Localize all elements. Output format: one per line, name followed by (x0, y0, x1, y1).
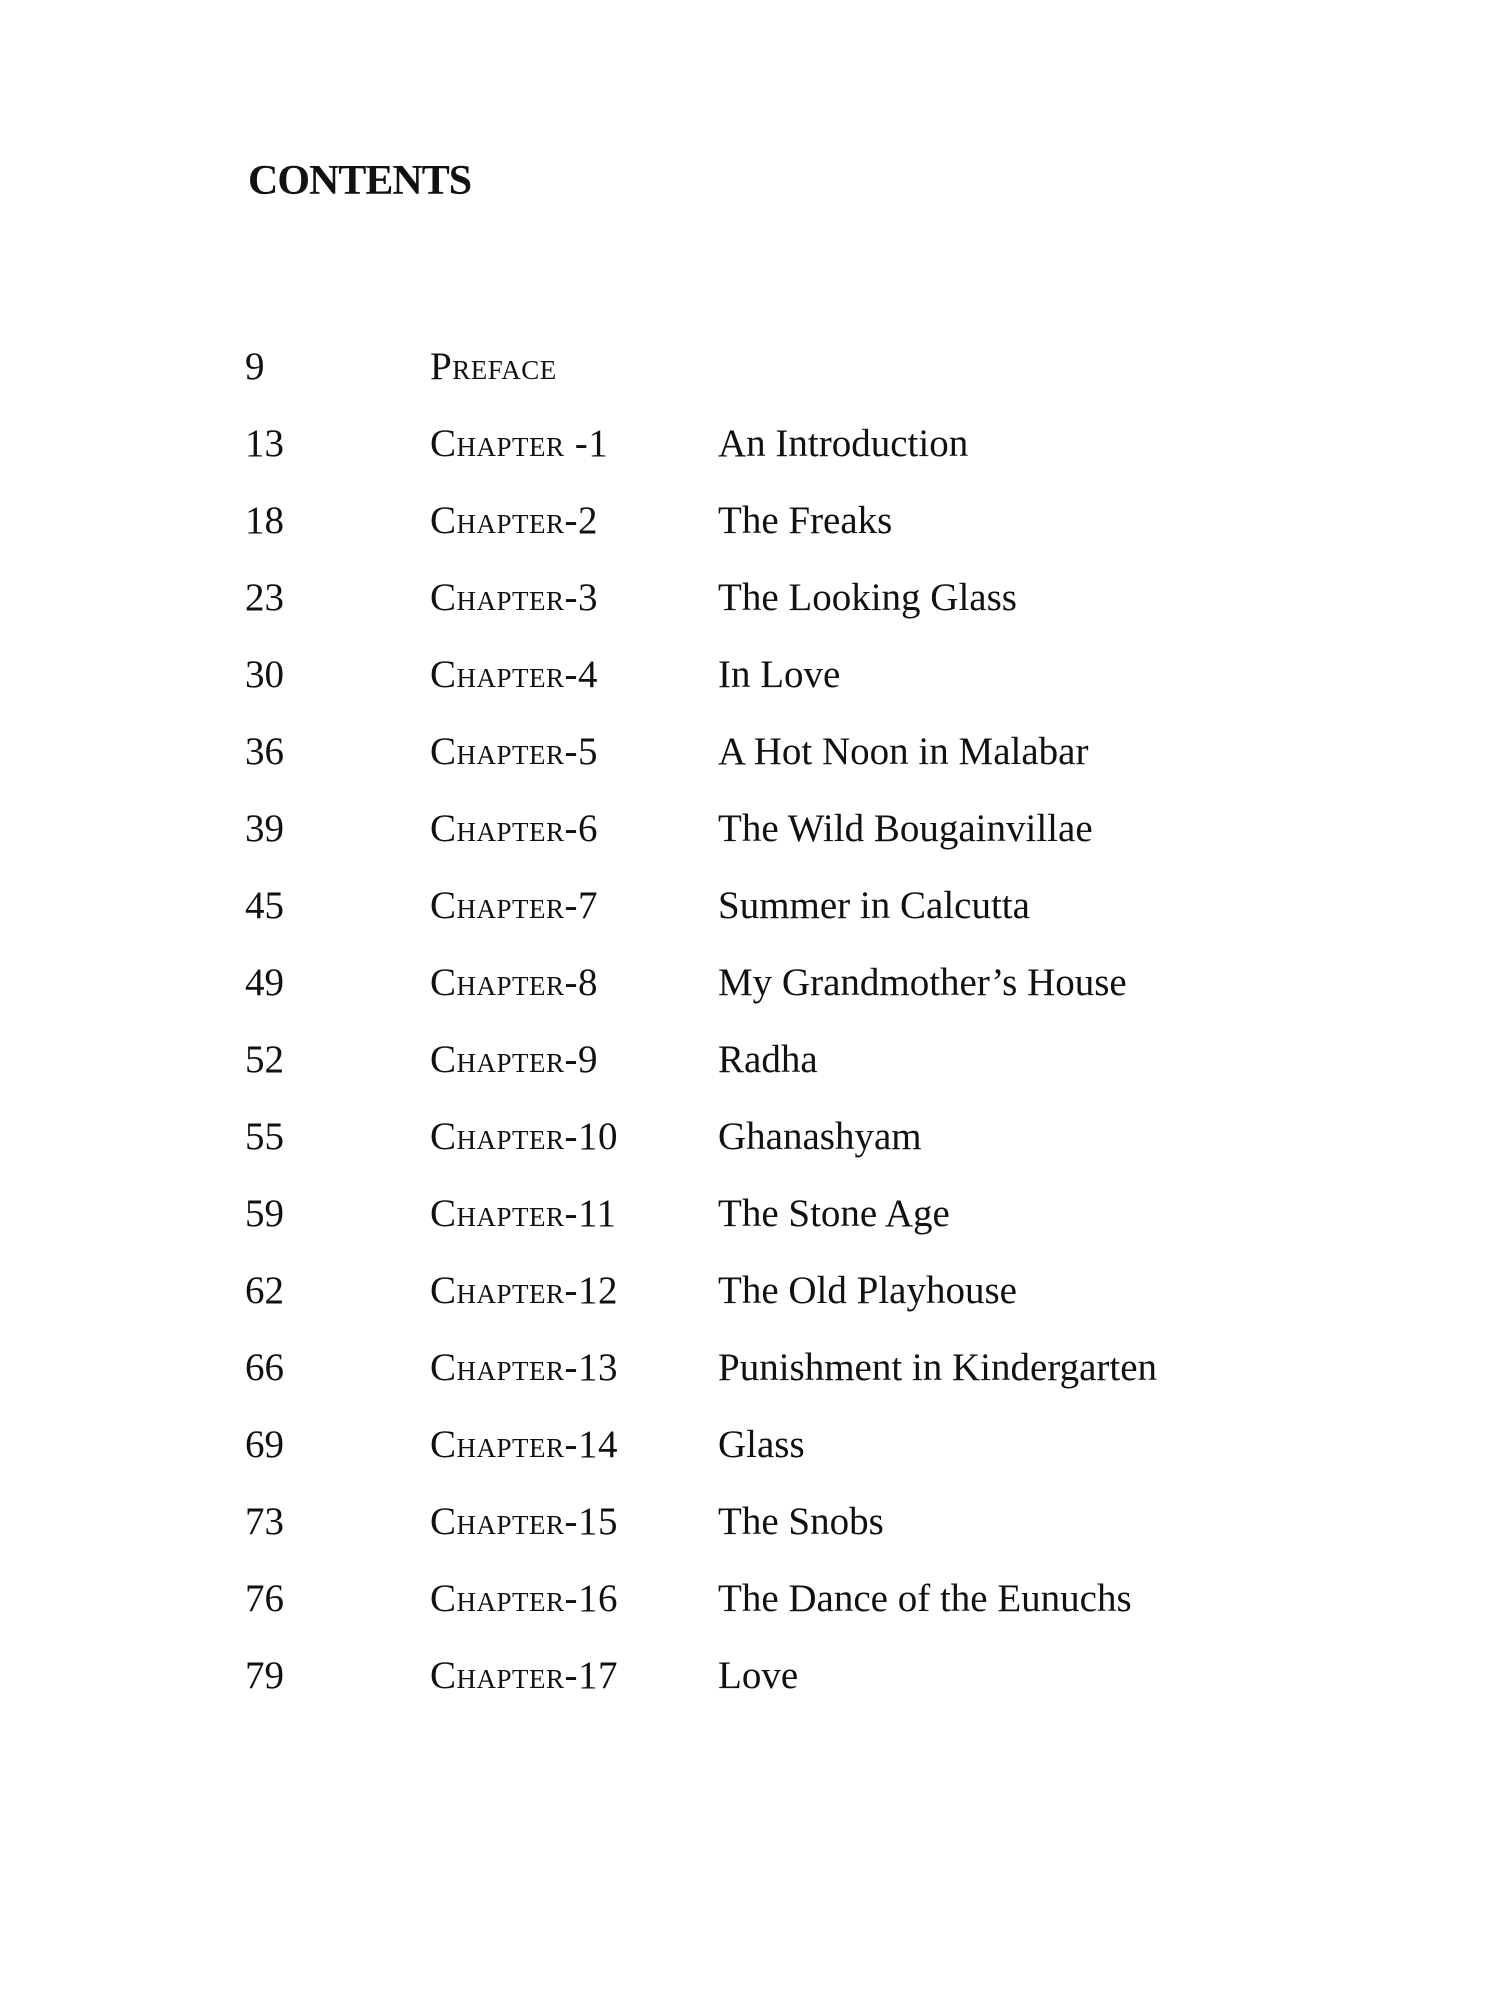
toc-entry (0, 799, 1500, 859)
toc-page-number: 39 (245, 807, 284, 850)
toc-chapter-title: The Snobs (718, 1500, 884, 1543)
toc-entry (0, 1338, 1500, 1398)
toc-chapter-label: Preface (430, 345, 557, 388)
contents-heading: CONTENTS (248, 158, 472, 204)
toc-page-number: 76 (245, 1577, 284, 1620)
toc-entry (0, 953, 1500, 1013)
toc-chapter-label: Chapter-4 (430, 653, 599, 696)
toc-page-number: 9 (245, 345, 265, 388)
toc-chapter-label: Chapter-5 (430, 730, 599, 773)
toc-page-number: 45 (245, 884, 284, 927)
toc-page-number: 13 (245, 422, 284, 465)
toc-chapter-title: The Wild Bougainvillae (718, 807, 1093, 850)
toc-page-number: 49 (245, 961, 284, 1004)
toc-chapter-title: Ghanashyam (718, 1115, 922, 1158)
toc-chapter-title: Glass (718, 1423, 805, 1466)
toc-chapter-label: Chapter-2 (430, 499, 599, 542)
toc-entry (0, 645, 1500, 705)
toc-page-number: 18 (245, 499, 284, 542)
toc-page-number: 36 (245, 730, 284, 773)
toc-chapter-title: The Stone Age (718, 1192, 950, 1235)
toc-chapter-label: Chapter-11 (430, 1192, 617, 1235)
toc-entry (0, 1030, 1500, 1090)
toc-chapter-title: Punishment in Kindergarten (718, 1346, 1158, 1389)
toc-chapter-label: Chapter-17 (430, 1654, 619, 1697)
toc-chapter-title: My Grandmother’s House (718, 961, 1127, 1004)
toc-page-number: 73 (245, 1500, 284, 1543)
toc-entry (0, 414, 1500, 474)
toc-chapter-label: Chapter-9 (430, 1038, 599, 1081)
toc-page-number: 23 (245, 576, 284, 619)
toc-entry (0, 491, 1500, 551)
toc-page-number: 59 (245, 1192, 284, 1235)
toc-chapter-label: Chapter-10 (430, 1115, 619, 1158)
toc-chapter-title: Love (718, 1654, 799, 1697)
toc-page-number: 69 (245, 1423, 284, 1466)
toc-chapter-title: An Introduction (718, 422, 969, 465)
toc-chapter-label: Chapter-14 (430, 1423, 619, 1466)
toc-entry (0, 1184, 1500, 1244)
toc-chapter-label: Chapter-12 (430, 1269, 619, 1312)
toc-entry (0, 1569, 1500, 1629)
toc-page-number: 55 (245, 1115, 284, 1158)
toc-entry (0, 722, 1500, 782)
toc-page-number: 52 (245, 1038, 284, 1081)
toc-entry (0, 1261, 1500, 1321)
toc-chapter-label: Chapter-13 (430, 1346, 619, 1389)
toc-entry (0, 337, 1500, 397)
toc-page-number: 30 (245, 653, 284, 696)
toc-entry (0, 1646, 1500, 1706)
toc-chapter-title: Summer in Calcutta (718, 884, 1030, 927)
toc-page-number: 79 (245, 1654, 284, 1697)
toc-chapter-label: Chapter-8 (430, 961, 599, 1004)
toc-chapter-label: Chapter-15 (430, 1500, 619, 1543)
toc-chapter-label: Chapter-16 (430, 1577, 619, 1620)
toc-chapter-title: The Old Playhouse (718, 1269, 1017, 1312)
toc-entry (0, 1415, 1500, 1475)
toc-page-number: 62 (245, 1269, 284, 1312)
toc-entry (0, 1492, 1500, 1552)
toc-chapter-label: Chapter-6 (430, 807, 599, 850)
toc-chapter-title: In Love (718, 653, 841, 696)
toc-entry (0, 876, 1500, 936)
toc-chapter-title: The Looking Glass (718, 576, 1017, 619)
toc-entry (0, 568, 1500, 628)
toc-entry (0, 1107, 1500, 1167)
toc-chapter-label: Chapter-7 (430, 884, 599, 927)
toc-chapter-label: Chapter-3 (430, 576, 599, 619)
toc-chapter-title: The Dance of the Eunuchs (718, 1577, 1132, 1620)
toc-chapter-title: Radha (718, 1038, 818, 1081)
toc-chapter-label: Chapter -1 (430, 422, 609, 465)
toc-chapter-title: A Hot Noon in Malabar (718, 730, 1089, 773)
toc-chapter-title: The Freaks (718, 499, 893, 542)
toc-page-number: 66 (245, 1346, 284, 1389)
